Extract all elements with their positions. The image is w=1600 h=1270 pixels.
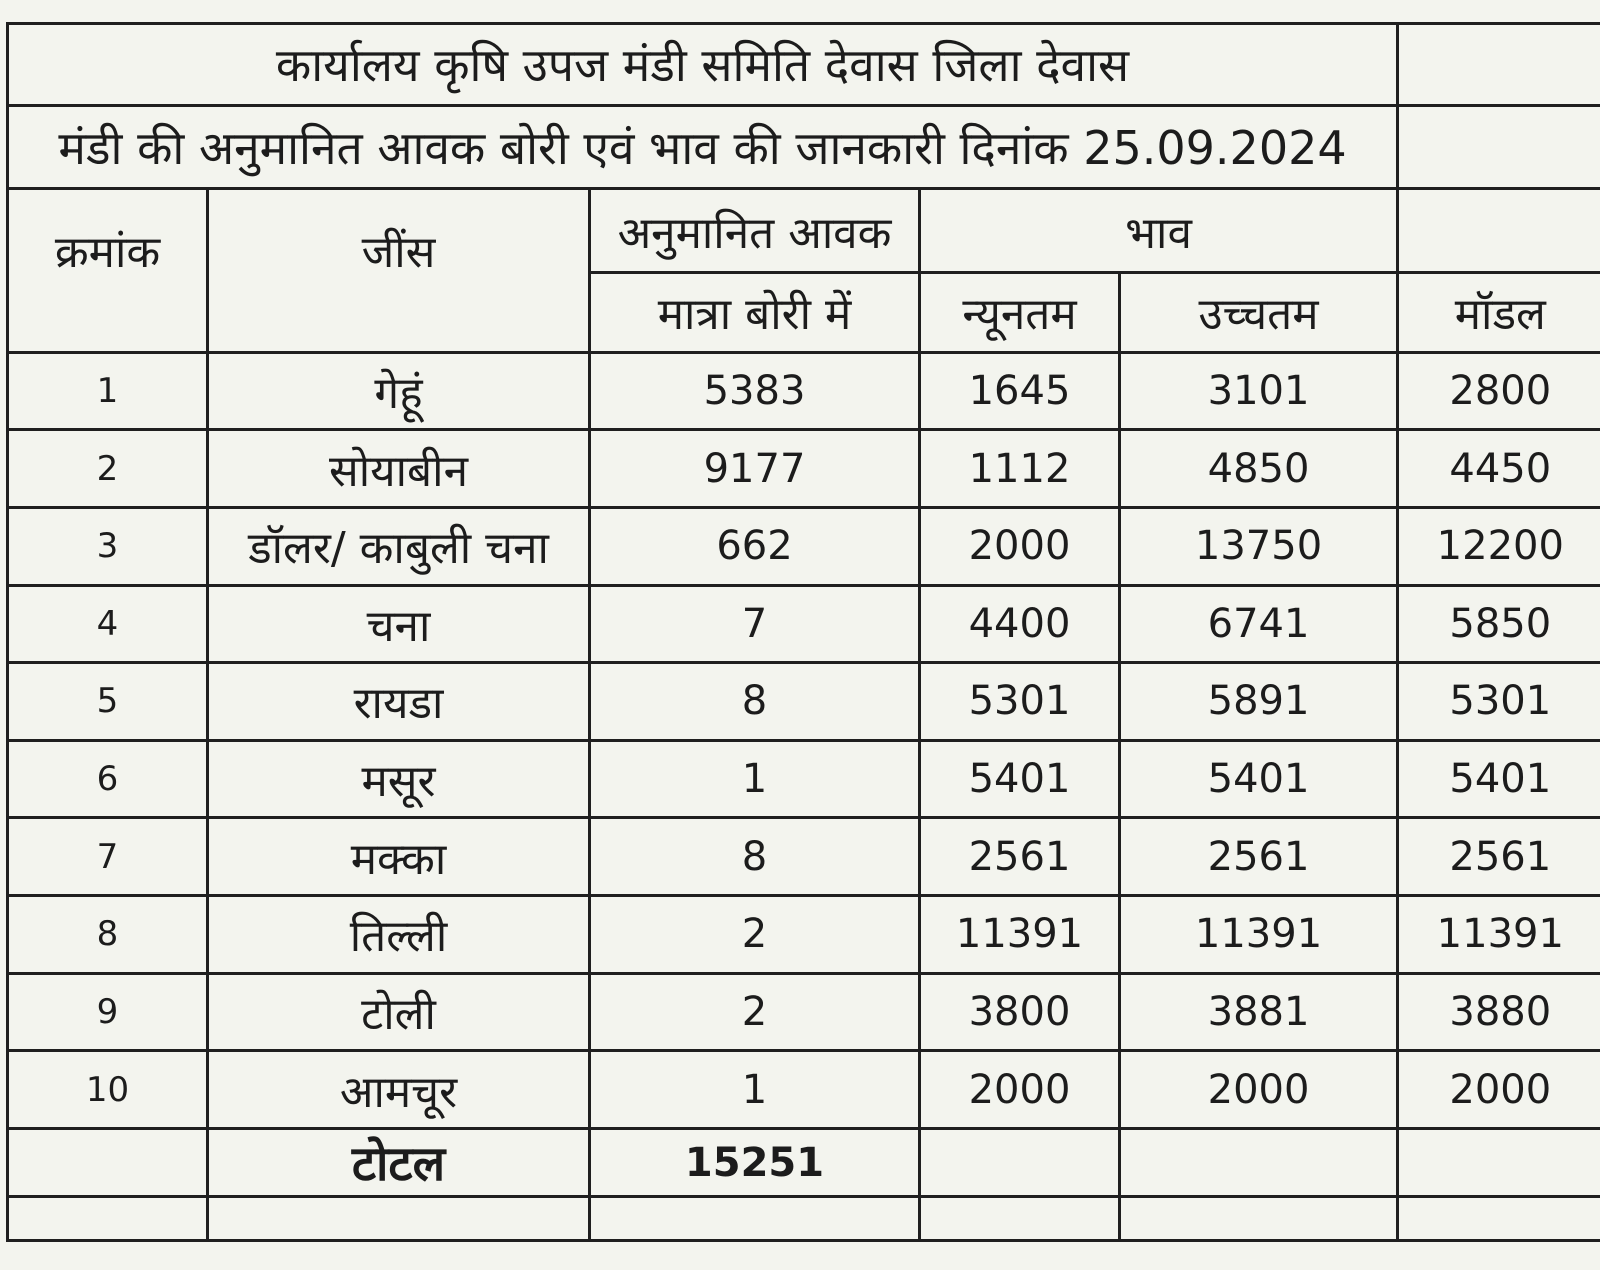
- header-arrival: अनुमानित आवक: [590, 189, 920, 273]
- serial-cell: 5: [8, 663, 208, 741]
- empty-cell: [8, 1197, 208, 1241]
- serial-cell: 7: [8, 818, 208, 896]
- max-price-cell: 13750: [1120, 507, 1398, 585]
- total-label: टोटल: [208, 1128, 590, 1197]
- commodity-cell: आमचूर: [208, 1051, 590, 1129]
- modal-price-cell: 5401: [1398, 740, 1600, 818]
- header-price-side-cell: [1398, 189, 1600, 273]
- serial-cell: 3: [8, 507, 208, 585]
- subtitle-side-cell: [1398, 105, 1600, 189]
- commodity-cell: मक्का: [208, 818, 590, 896]
- mandi-rates-table: [6, 22, 1600, 1242]
- table-row: [8, 352, 1600, 430]
- empty-cell: [208, 1197, 590, 1241]
- modal-price-cell: 5850: [1398, 585, 1600, 663]
- commodity-cell: गेहूं: [208, 352, 590, 430]
- min-price-cell: 1112: [920, 430, 1120, 508]
- serial-cell: 4: [8, 585, 208, 663]
- empty-cell: [1398, 1197, 1600, 1241]
- header-min-price: न्यूनतम: [920, 273, 1120, 353]
- quantity-cell: 662: [590, 507, 920, 585]
- table-row: [8, 973, 1600, 1051]
- commodity-cell: मसूर: [208, 740, 590, 818]
- max-price-cell: 3101: [1120, 352, 1398, 430]
- quantity-cell: 5383: [590, 352, 920, 430]
- empty-cell: [1120, 1197, 1398, 1241]
- empty-cell: [920, 1197, 1120, 1241]
- min-price-cell: 4400: [920, 585, 1120, 663]
- quantity-cell: 1: [590, 740, 920, 818]
- serial-cell: 1: [8, 352, 208, 430]
- total-max-cell: [1120, 1128, 1398, 1197]
- table-row: [8, 430, 1600, 508]
- quantity-cell: 2: [590, 973, 920, 1051]
- header-price: भाव: [920, 189, 1398, 273]
- min-price-cell: 2000: [920, 507, 1120, 585]
- min-price-cell: 2000: [920, 1051, 1120, 1129]
- total-modal-cell: [1398, 1128, 1600, 1197]
- table-row: [8, 818, 1600, 896]
- table-row: [8, 663, 1600, 741]
- max-price-cell: 11391: [1120, 896, 1398, 974]
- table-row: [8, 896, 1600, 974]
- commodity-cell: सोयाबीन: [208, 430, 590, 508]
- serial-cell: 6: [8, 740, 208, 818]
- total-quantity: 15251: [590, 1128, 920, 1197]
- total-min-cell: [920, 1128, 1120, 1197]
- modal-price-cell: 2000: [1398, 1051, 1600, 1129]
- table-row: [8, 585, 1600, 663]
- max-price-cell: 5891: [1120, 663, 1398, 741]
- modal-price-cell: 2561: [1398, 818, 1600, 896]
- quantity-cell: 7: [590, 585, 920, 663]
- commodity-cell: रायडा: [208, 663, 590, 741]
- modal-price-cell: 11391: [1398, 896, 1600, 974]
- empty-row: [8, 1197, 1600, 1241]
- header-max-price: उच्चतम: [1120, 273, 1398, 353]
- min-price-cell: 5301: [920, 663, 1120, 741]
- modal-price-cell: 5301: [1398, 663, 1600, 741]
- max-price-cell: 2000: [1120, 1051, 1398, 1129]
- quantity-cell: 9177: [590, 430, 920, 508]
- quantity-cell: 8: [590, 663, 920, 741]
- modal-price-cell: 12200: [1398, 507, 1600, 585]
- commodity-cell: तिल्ली: [208, 896, 590, 974]
- table-row: [8, 1051, 1600, 1129]
- serial-cell: 2: [8, 430, 208, 508]
- header-modal-price: मॉडल: [1398, 273, 1600, 353]
- quantity-cell: 1: [590, 1051, 920, 1129]
- header-commodity: जींस: [208, 189, 590, 352]
- min-price-cell: 11391: [920, 896, 1120, 974]
- table-row: [8, 740, 1600, 818]
- max-price-cell: 6741: [1120, 585, 1398, 663]
- max-price-cell: 4850: [1120, 430, 1398, 508]
- table-row: [8, 507, 1600, 585]
- min-price-cell: 3800: [920, 973, 1120, 1051]
- min-price-cell: 2561: [920, 818, 1120, 896]
- serial-cell: 9: [8, 973, 208, 1051]
- report-subtitle: मंडी की अनुमानित आवक बोरी एवं भाव की जानकारी दिनांक 25.09.2024: [8, 105, 1398, 189]
- office-title: कार्यालय कृषि उपज मंडी समिति देवास जिला देवास: [8, 24, 1398, 106]
- max-price-cell: 5401: [1120, 740, 1398, 818]
- min-price-cell: 5401: [920, 740, 1120, 818]
- min-price-cell: 1645: [920, 352, 1120, 430]
- quantity-cell: 2: [590, 896, 920, 974]
- total-row: [8, 1128, 1600, 1197]
- header-arrival-unit: मात्रा बोरी में: [590, 273, 920, 353]
- commodity-cell: टोली: [208, 973, 590, 1051]
- commodity-cell: चना: [208, 585, 590, 663]
- commodity-cell: डॉलर/ काबुली चना: [208, 507, 590, 585]
- quantity-cell: 8: [590, 818, 920, 896]
- header-serial: क्रमांक: [8, 189, 208, 352]
- title-side-cell: [1398, 24, 1600, 106]
- max-price-cell: 2561: [1120, 818, 1398, 896]
- serial-cell: 8: [8, 896, 208, 974]
- empty-cell: [590, 1197, 920, 1241]
- modal-price-cell: 2800: [1398, 352, 1600, 430]
- total-serial-cell: [8, 1128, 208, 1197]
- modal-price-cell: 4450: [1398, 430, 1600, 508]
- serial-cell: 10: [8, 1051, 208, 1129]
- modal-price-cell: 3880: [1398, 973, 1600, 1051]
- max-price-cell: 3881: [1120, 973, 1398, 1051]
